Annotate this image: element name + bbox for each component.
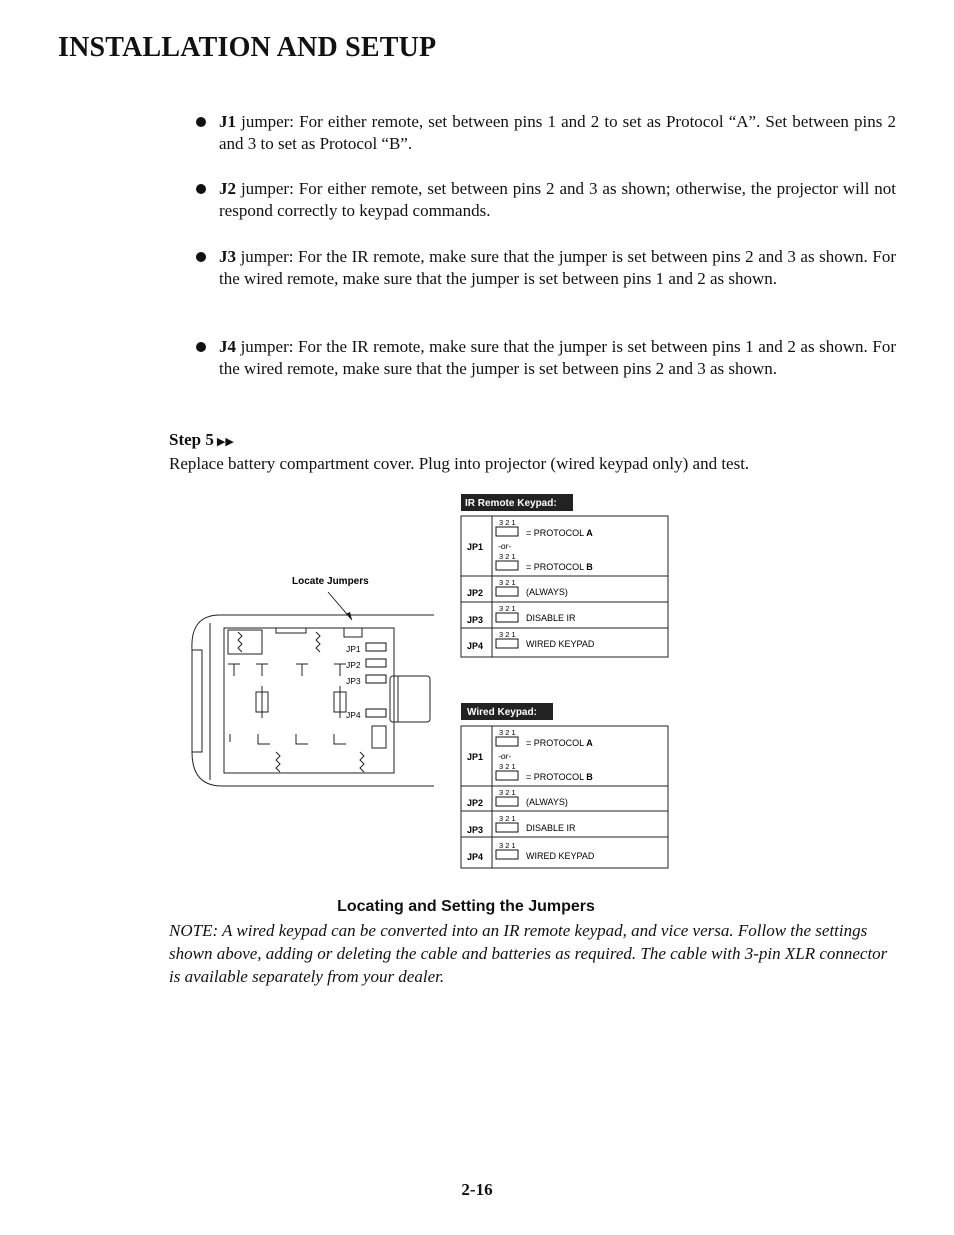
jp-label: JP3: [467, 615, 484, 625]
protocol-b-setting: [526, 562, 593, 572]
bullet-j2: [196, 178, 896, 222]
step-5: [169, 429, 889, 474]
pin-label: 3 2 1: [499, 841, 516, 850]
protocol-a-setting: [526, 738, 593, 748]
pin-label: 3 2 1: [499, 814, 516, 823]
protocol-prefix: = PROTOCOL: [526, 738, 587, 748]
pin-label: 3 2 1: [499, 762, 516, 771]
step-text: Replace battery compartment cover. Plug into projector (wired keypad only) and test.: [169, 454, 750, 473]
setting-label: DISABLE IR: [526, 613, 576, 623]
bullet-j3: [196, 246, 896, 290]
jumper-diagram: [180, 490, 680, 875]
jumper-label: JP1: [346, 644, 361, 654]
bullet-text: jumper: For either remote, set between pins 1 and 2 to set as Protocol “A”. Set between pins 2 and 3 to set as Protocol “B”.: [219, 112, 896, 153]
ir-table-title: IR Remote Keypad:: [465, 498, 557, 509]
bullet-dot: [196, 342, 206, 352]
pin-label: 3 2 1: [499, 728, 516, 737]
or-label: -or-: [498, 541, 512, 551]
jp-label: JP1: [467, 542, 484, 552]
page-number: 2-16: [461, 1180, 493, 1199]
protocol-prefix: = PROTOCOL: [526, 562, 587, 572]
jp-label: JP2: [467, 588, 484, 598]
protocol-letter: A: [586, 528, 593, 538]
protocol-letter: B: [586, 772, 593, 782]
bullet-dot: [196, 117, 206, 127]
bullet-dot: [196, 184, 206, 194]
protocol-prefix: = PROTOCOL: [526, 772, 587, 782]
protocol-letter: B: [586, 562, 593, 572]
wired-table-title: Wired Keypad:: [467, 707, 537, 718]
step-label: Step 5: [169, 430, 214, 449]
bullet-text: jumper: For the IR remote, make sure that the jumper is set between pins 2 and 3 as shown. For the wired remote, make sure that the jumper is set between pins 1 and 2 as shown.: [219, 247, 896, 288]
jp-label: JP2: [467, 798, 484, 808]
pin-label: 3 2 1: [499, 788, 516, 797]
bullet-text: jumper: For the IR remote, make sure that the jumper is set between pins 1 and 2 as shown. For the wired remote, make sure that the jumper is set between pins 2 and 3 as shown.: [219, 337, 896, 378]
jp-label: JP4: [467, 852, 484, 862]
bullet-dot: [196, 252, 206, 262]
pin-label: 3 2 1: [499, 630, 516, 639]
locate-jumpers-label: Locate Jumpers: [292, 576, 369, 587]
bullet-j1: [196, 111, 896, 155]
setting-label: WIRED KEYPAD: [526, 851, 595, 861]
bullet-text: jumper: For either remote, set between pins 2 and 3 as shown; otherwise, the projector will not respond correctly to keypad commands.: [219, 179, 896, 220]
note-text: NOTE: A wired keypad can be converted into an IR remote keypad, and vice versa. Follow the settings shown above, adding or deleting the cable and batteries as required. The cable with 3-pin XLR connector is available separately from your dealer.: [169, 921, 888, 986]
wired-keypad-table: [461, 703, 668, 868]
bullet-key: J3: [219, 247, 236, 266]
jp-label: JP1: [467, 752, 484, 762]
jp-label: JP3: [467, 825, 484, 835]
setting-label: DISABLE IR: [526, 823, 576, 833]
bullet-j4: [196, 336, 896, 380]
jumper-label: JP3: [346, 676, 361, 686]
pin-label: 3 2 1: [499, 578, 516, 587]
protocol-b-setting: [526, 772, 593, 782]
figure-caption: [169, 898, 899, 916]
pin-label: 3 2 1: [499, 518, 516, 527]
setting-label: (ALWAYS): [526, 587, 568, 597]
or-label: -or-: [498, 751, 512, 761]
bullet-key: J2: [219, 179, 236, 198]
protocol-prefix: = PROTOCOL: [526, 528, 587, 538]
remote-jumper-headers: [346, 643, 386, 720]
bullet-key: J1: [219, 112, 236, 131]
jumper-label: JP2: [346, 660, 361, 670]
pin-label: 3 2 1: [499, 604, 516, 613]
ir-remote-table: [461, 494, 668, 657]
caption-text: Locating and Setting the Jumpers: [337, 898, 595, 915]
remote-keypad-drawing: [192, 615, 434, 786]
setting-label: WIRED KEYPAD: [526, 639, 595, 649]
pin-label: 3 2 1: [499, 552, 516, 561]
bullet-key: J4: [219, 337, 236, 356]
double-arrow-icon: ▶▶: [216, 436, 234, 448]
jumper-label: JP4: [346, 710, 361, 720]
page-title: INSTALLATION AND SETUP: [58, 32, 437, 63]
jp-label: JP4: [467, 641, 484, 651]
protocol-letter: A: [586, 738, 593, 748]
setting-label: (ALWAYS): [526, 797, 568, 807]
pointer-arrow-icon: [328, 592, 352, 620]
protocol-a-setting: [526, 528, 593, 538]
